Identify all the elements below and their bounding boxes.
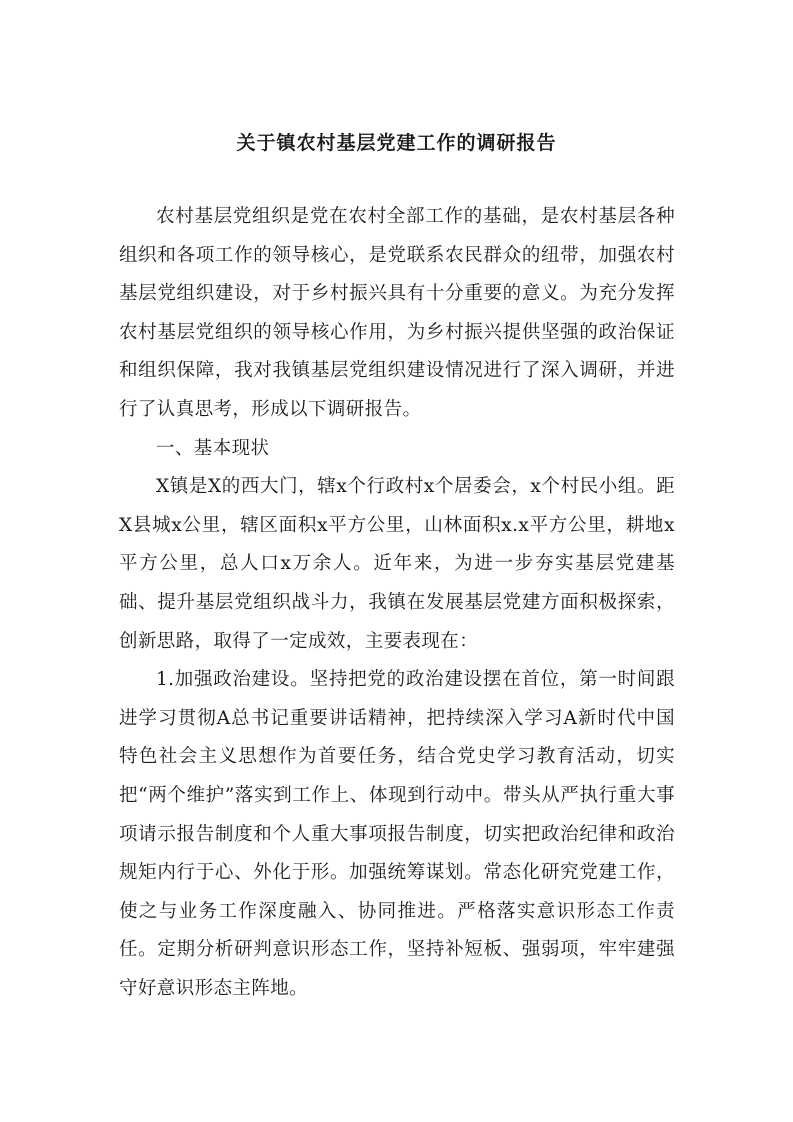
- intro-paragraph: 农村基层党组织是党在农村全部工作的基础，是农村基层各种组织和各项工作的领导核心，是党联系农民群众的纽带，加强农村基层党组织建设，对于乡村振兴具有十分重要的意义。为充分发挥农村基层党组织的领导核心作用，为乡村振兴提供坚强的政治保证和组织保障，我对我镇基层党组织建设情况进行了深入调研，并进行了认真思考，形成以下调研报告。: [119, 206, 675, 420]
- basic-status-paragraph: X镇是X的西大门，辖x个行政村x个居委会，x个村民小组。距X县城x公里，辖区面积x平方公里，山林面积x.x平方公里，耕地x平方公里，总人口x万余人。近年来，为进一步夯实基层党建基础、提升基层党组织战斗力，我镇在发展基层党建方面积极探索，创新思路，取得了一定成效，主要表现在：: [119, 476, 675, 652]
- document-title: 关于镇农村基层党建工作的调研报告: [236, 132, 557, 154]
- political-building-paragraph: 1.加强政治建设。坚持把党的政治建设摆在首位，第一时间跟进学习贯彻A总书记重要讲话精神，把持续深入学习A新时代中国特色社会主义思想作为首要任务，结合党史学习教育活动，切实把“两个维护”落实到工作上、体现到行动中。带头从严执行重大事项请示报告制度和个人重大事项报告制度，切实把政治纪律和政治规矩内行于心、外化于形。加强统筹谋划。常态化研究党建工作，使之与业务工作深度融入、协同推进。严格落实意识形态工作责任。定期分析研判意识形态工作，坚持补短板、强弱项，牢牢建强守好意识形态主阵地。: [119, 669, 675, 999]
- section-heading-basic-status: 一、基本现状: [156, 437, 270, 459]
- document-body: [119, 198, 675, 1008]
